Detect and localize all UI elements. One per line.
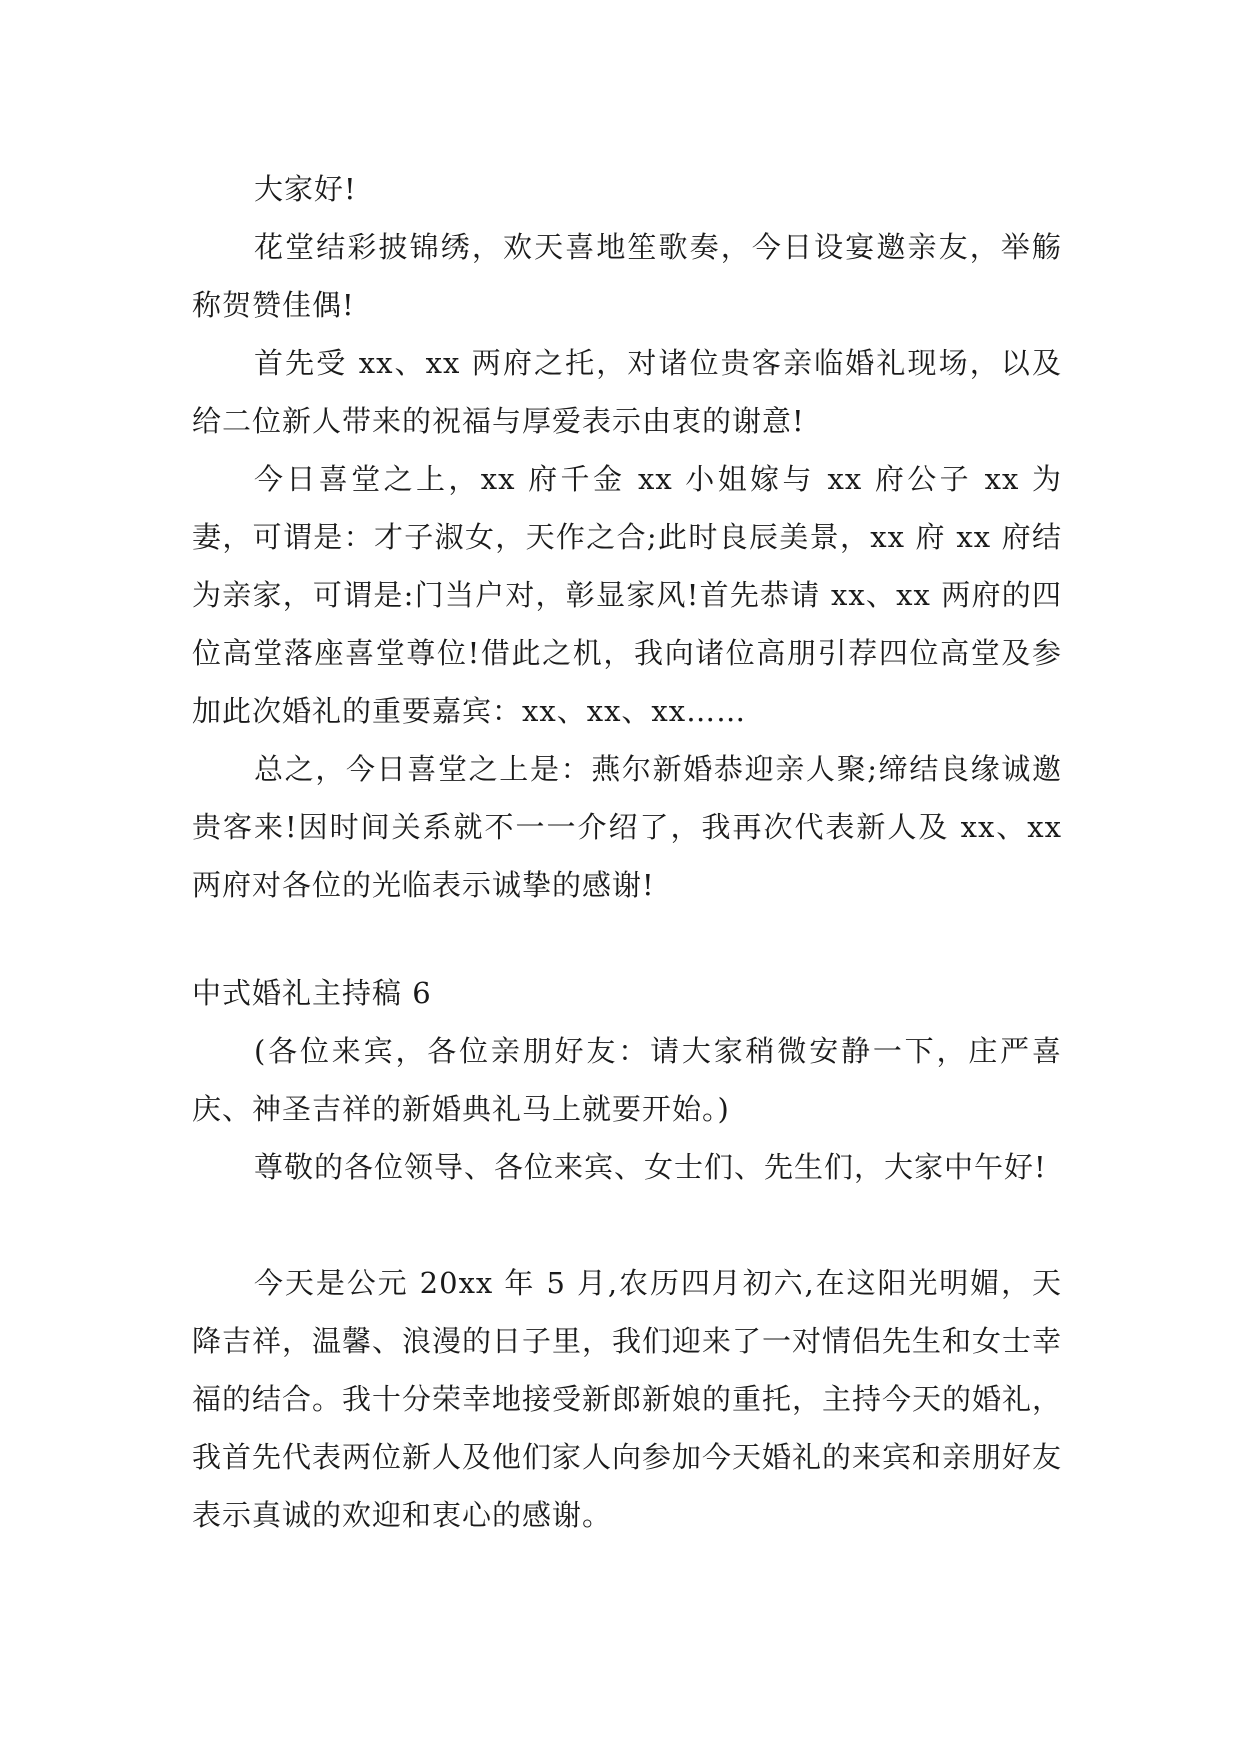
paragraph-thanks: 首先受 xx、xx 两府之托，对诸位贵客亲临婚礼现场，以及给二位新人带来的祝福与厚爱表示由衷的谢意! xyxy=(192,346,1062,438)
paragraph-opening-verse: 花堂结彩披锦绣，欢天喜地笙歌奏，今日设宴邀亲友，举觞称贺赞佳偶! xyxy=(192,230,1062,322)
paragraph-introduction: 今日喜堂之上，xx 府千金 xx 小姐嫁与 xx 府公子 xx 为妻，可谓是：才子淑女，天作之合;此时良辰美景，xx 府 xx 府结为亲家，可谓是:门当户对，彰显家风!首先恭请 xx、xx 两府的四位高堂落座喜堂尊位!借此之机，我向诸位高朋引荐四位高堂及参加此次婚礼的重要嘉宾：xx、xx、xx…… xyxy=(192,462,1062,728)
paragraph-salutation: 尊敬的各位领导、各位来宾、女士们、先生们，大家中午好! xyxy=(254,1150,1047,1184)
paragraph-ceremony-opening: 今天是公元 20xx 年 5 月,农历四月初六,在这阳光明媚，天降吉祥，温馨、浪漫的日子里，我们迎来了一对情侣先生和女士幸福的结合。我十分荣幸地接受新郎新娘的重托，主持今天的婚礼，我首先代表两位新人及他们家人向参加今天婚礼的来宾和亲朋好友表示真诚的欢迎和衷心的感谢。 xyxy=(192,1266,1063,1532)
paragraph-stage-direction: (各位来宾，各位亲朋好友：请大家稍微安静一下，庄严喜庆、神圣吉祥的新婚典礼马上就要开始。) xyxy=(192,1034,1062,1126)
paragraph-summary: 总之，今日喜堂之上是：燕尔新婚恭迎亲人聚;缔结良缘诚邀贵客来!因时间关系就不一一介绍了，我再次代表新人及 xx、xx 两府对各位的光临表示诚挚的感谢! xyxy=(192,752,1062,902)
section-heading: 中式婚礼主持稿 6 xyxy=(192,976,432,1010)
greeting-paragraph: 大家好! xyxy=(254,172,357,206)
